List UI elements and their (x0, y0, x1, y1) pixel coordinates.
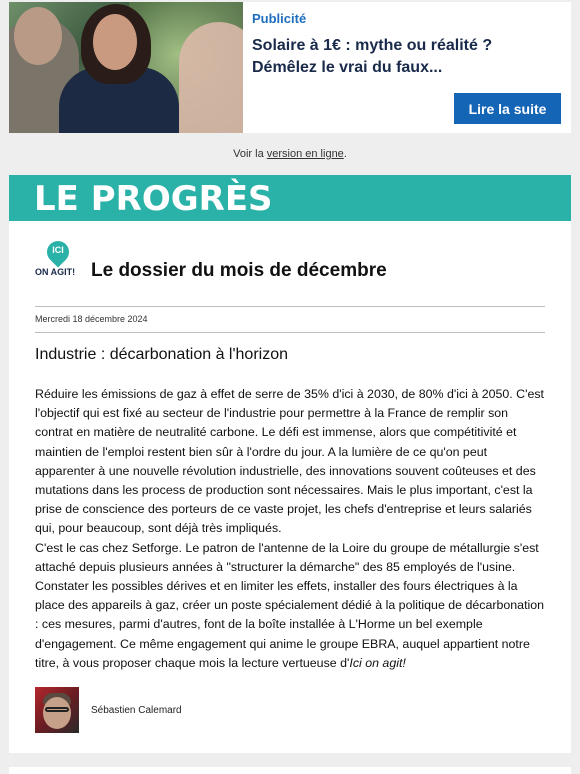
ad-banner[interactable] (9, 2, 571, 133)
ici-on-agit-badge (35, 241, 83, 281)
article-paragraph-2-text: C'est le cas chez Setforge. Le patron de l'antenne de la Loire du groupe de métallurgie s'est attaché depuis plusieurs années à "structurer la démarche" des 85 employés de l'usine. Constater les possibles dérives et en limiter les effets, installer des fours électriques à la place des appareils à gaz, créer un poste spécialement dédié à la politique de décarbonation : ces mesures, parmi d'autres, font de la boîte installée à L'Horme un bel exemple d'engagement. Ce même engagement qui anime le groupe EBRA, auquel appartient notre titre, à vous proposer chaque mois la lecture vertueuse d' (35, 540, 545, 670)
article-body (35, 385, 545, 673)
online-suffix: . (343, 148, 347, 160)
le-progres-logo[interactable]: LE PROGRÈS (34, 179, 273, 219)
ad-title[interactable]: Solaire à 1€ : mythe ou réalité ? Démêlez le vrai du faux... (252, 37, 493, 76)
online-version-line (0, 148, 580, 160)
badge-tag-text: ON AGIT! (35, 267, 76, 277)
author-avatar-face (43, 697, 71, 729)
badge-pin-text: ICI (52, 245, 64, 255)
ad-image-person-right (179, 22, 243, 133)
ad-label: Publicité (252, 11, 307, 26)
article-paragraph-1: Réduire les émissions de gaz à effet de serre de 35% d'ici à 2030, de 80% d'ici à 2050. C'est l'objectif qui est fixé au secteur de l'industrie pour permettre à la France de remplir son contrat en matière de neutralité carbone. Le défi est immense, alors que compétitivité et maintien de l'emploi restent bien sûr à l'ordre du jour. A la lumière de ce qu'on peut apparenter à une nouvelle révolution industrielle, des innovations souvent coûteuses et des mutations dans les process de production sont nécessaires. Mais le plus important, c'est la prise de conscience des porteurs de ce vaste projet, les chefs d'entreprise et leurs salariés qui, pour beaucoup, sont déjà très impliqués. (35, 387, 544, 536)
next-section-edge (9, 767, 571, 774)
brand-header (9, 175, 571, 221)
divider-top (35, 306, 545, 307)
article-title: Industrie : décarbonation à l'horizon (35, 346, 288, 363)
author-avatar (35, 687, 79, 733)
ad-text (243, 2, 571, 133)
online-version-link[interactable]: version en ligne (266, 148, 344, 160)
online-prefix: Voir la (233, 148, 267, 160)
author-avatar-glasses (45, 707, 69, 712)
article-paragraph-2 (35, 539, 545, 673)
ad-image-woman-face (93, 14, 137, 70)
ad-image-man-head (14, 7, 62, 65)
ad-image[interactable] (9, 2, 243, 133)
divider-bottom (35, 332, 545, 333)
author-name: Sébastien Calemard (91, 705, 182, 716)
newsletter-content (9, 221, 571, 753)
ici-on-agit-emphasis: Ici on agit! (349, 655, 406, 670)
dossier-title: Le dossier du mois de décembre (91, 260, 387, 281)
publication-date: Mercredi 18 décembre 2024 (35, 314, 148, 324)
ad-read-more-button[interactable]: Lire la suite (454, 93, 561, 124)
